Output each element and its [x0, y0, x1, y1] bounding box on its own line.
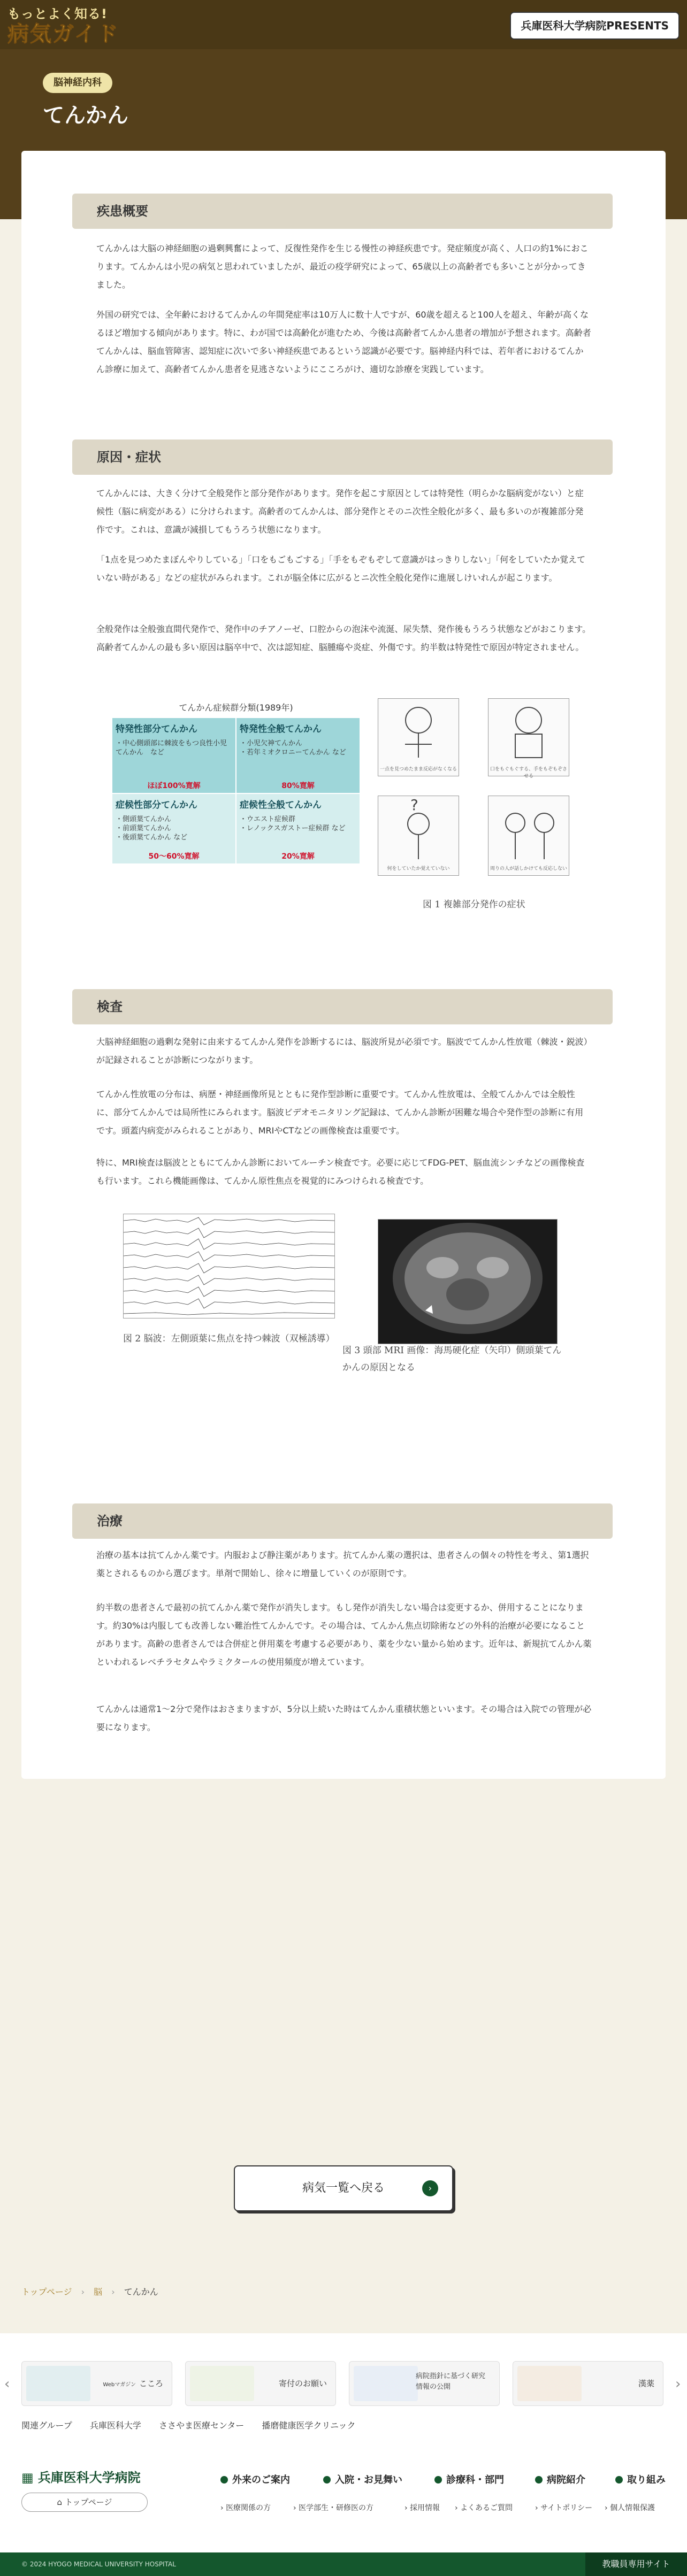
- cell-body: ・小児欠神てんかん ・若年ミオクロニーてんかん など: [240, 739, 346, 757]
- paragraph: 全般発作は全般強直間代発作で、発作中のチアノーゼ、口腔からの泡沫や流涎、尿失禁、発作後もうろう状態などがおこります。高齢者てんかんの最も多い原因は脳卒中で、次は認知症、脳腫瘍や炎症、外傷です。約半数は特発性で原因が特定されません。: [96, 624, 591, 652]
- table-cell: [112, 718, 235, 793]
- related-heading: 関連グループ: [21, 2420, 72, 2431]
- footer-sublink[interactable]: › 採用情報: [404, 2504, 440, 2512]
- footer-nav-label: 病院紹介: [547, 2474, 585, 2486]
- seizure-illustration: [488, 796, 569, 876]
- breadcrumb-separator: ›: [81, 2287, 85, 2297]
- breadcrumb: [21, 2285, 165, 2297]
- site-logo[interactable]: [7, 3, 136, 46]
- footer-nav-outpatient[interactable]: [220, 2472, 290, 2486]
- breadcrumb-item[interactable]: 脳: [94, 2287, 103, 2297]
- footer-nav-label: 外来のご案内: [232, 2474, 290, 2486]
- footer-sublink[interactable]: › 医学部生・研修医の方: [293, 2504, 374, 2512]
- paragraph: 特に、MRI検査は脳波とともにてんかん診断においてルーチン検査です。必要に応じてFDG-PET、脳血流シンチなどの画像検査も行います。これら機能画像は、てんかん原性焦点を視覚的にみつけられる検査です。: [96, 1158, 585, 1186]
- banner-image: [354, 2366, 418, 2401]
- bullet-icon: [323, 2476, 331, 2484]
- banner-link[interactable]: [21, 2361, 172, 2406]
- cell-rate: 50〜60%寛解: [148, 852, 200, 861]
- footer-sublink[interactable]: › 個人情報保護: [605, 2504, 655, 2512]
- paragraph: 大脳神経細胞の過剰な発射に由来するてんかん発作を診断するには、脳波所見が必須です。脳波でてんかん性放電（棘波・鋭波）が記録されることが診断につながります。: [96, 1037, 588, 1065]
- related-link[interactable]: 播磨健康医学クリニック: [262, 2420, 356, 2431]
- banner-link[interactable]: [513, 2361, 663, 2406]
- paragraph: 「1点を見つめたまぼんやりしている」「口をもごもごする」「手をもぞもぞして意識がはっきりしない」「何をしていたか覚えていない時がある」などの症状がみられます。これが脳全体に広がるとニ次性全般化発作に進展しけいれんが起こります。: [96, 554, 586, 583]
- paragraph: てんかんには、大きく分けて全般発作と部分発作があります。発作を起こす原因としては特発性（明らかな脳病変がない）と症候性（脳に病変がある）に分けられます。高齢者のてんかんは、部分発作とそのニ次性全般化が多く、最も多いのが複雑部分発作です。これは、意識が減損してもうろう状態になります。: [96, 488, 584, 535]
- cell-body: ・中心側頭部に棘波をもつ良性小児てんかん など: [116, 739, 227, 757]
- back-to-list-button[interactable]: [234, 2165, 453, 2211]
- section-heading-treatment: 治療: [72, 1503, 613, 1539]
- banner-text: こころ: [139, 2379, 163, 2388]
- chevron-left-icon[interactable]: ‹: [4, 2376, 10, 2392]
- chevron-right-icon[interactable]: ›: [675, 2376, 681, 2392]
- paragraph: 治療の基本は抗てんかん薬です。内服および静注薬があります。抗てんかん薬の選択は、患者さんの個々の特性を考え、第1選択薬とされるものから選びます。単剤で開始し、徐々に増量していくのが原則です。: [96, 1550, 589, 1578]
- banner-label: 病院指針に基づく研究情報の公開: [416, 2372, 486, 2391]
- table-cell: [236, 794, 360, 863]
- seizure-illustration: [378, 698, 459, 776]
- page-title: てんかん: [43, 103, 128, 128]
- top-page-label: トップページ: [64, 2497, 112, 2507]
- footer-nav-label: 診療科・部門: [446, 2474, 504, 2486]
- banner-link[interactable]: [349, 2361, 500, 2406]
- footer-sublink[interactable]: › サイトポリシー: [535, 2504, 593, 2512]
- cell-rate: ほぼ100%寛解: [147, 782, 201, 790]
- related-link[interactable]: 兵庫医科大学: [89, 2420, 141, 2431]
- banner-label: 寄付のお願い: [278, 2379, 327, 2388]
- footer-sublink[interactable]: › 医療関係の方: [220, 2504, 271, 2512]
- table-cell: [236, 718, 360, 793]
- figure-caption: 図 3 頭部 MRI 画像：海馬硬化症（矢印）側頭葉てんかんの原因となる: [342, 1345, 562, 1373]
- cell-heading: 症候性部分てんかん: [116, 800, 197, 811]
- footer-nav-initiatives[interactable]: [615, 2472, 666, 2486]
- section-heading-causes: 原因・症状: [72, 439, 613, 475]
- banner-prefix: Webマガジン: [103, 2382, 136, 2388]
- cell-heading: 特発性部分てんかん: [116, 724, 197, 735]
- hospital-mark-icon: ▦: [21, 2470, 34, 2485]
- table-caption: てんかん症候群分類(1989年): [179, 703, 293, 713]
- svg-text:?: ?: [410, 796, 418, 814]
- footer-sublink[interactable]: › よくあるご質問: [455, 2504, 513, 2512]
- cell-body: ・ウエスト症候群 ・レノックスガストー症候群 など: [240, 815, 346, 832]
- bullet-icon: [434, 2476, 442, 2484]
- mri-figure: [378, 1219, 558, 1344]
- cell-rate: 80%寛解: [281, 782, 315, 790]
- bullet-icon: [615, 2476, 623, 2484]
- section-heading-exam: 検査: [72, 989, 613, 1024]
- paragraph: てんかん性放電の分布は、病歴・神経画像所見とともに発作型診断に重要です。てんかん性放電は、全般てんかんでは全般性に、部分てんかんでは局所性にみられます。脳波ビデオモニタリング記録は、てんかん診断が困難な場合や発作型の診断に有用です。頭蓋内病変がみられることがあり、MRIやCTなどの画像検査は重要です。: [96, 1089, 584, 1136]
- bullet-icon: [535, 2476, 543, 2484]
- footer-sublink-label: よくあるご質問: [460, 2504, 513, 2512]
- footer-sublink-label: 採用情報: [410, 2504, 440, 2512]
- cell-heading: 症候性全般てんかん: [240, 800, 322, 811]
- epilepsy-classification-table: [112, 701, 360, 865]
- footer-logo[interactable]: [21, 2467, 141, 2486]
- top-bar: [0, 0, 687, 49]
- banner-image: [190, 2366, 254, 2401]
- hospital-name: 兵庫医科大学病院: [37, 2470, 141, 2485]
- illustration-label: 口をもぐもぐする、手をもぞもぞさせる: [490, 767, 567, 779]
- footer-nav-departments[interactable]: [434, 2472, 504, 2486]
- back-button-label: 病気一覧へ戻る: [302, 2181, 385, 2195]
- eeg-figure: [123, 1214, 335, 1318]
- related-link[interactable]: ささやま医療センター: [158, 2420, 245, 2431]
- paragraph: 外国の研究では、全年齢におけるてんかんの年間発症率は10万人に数十人ですが、60歳を超えると100人を超え、年齢が高くなるほど増加する傾向があります。特に、わが国では高齢化が進むため、今後は高齢者てんかん患者の増加が予想されます。高齢者てんかんは、脳血管障害、認知症に次いで多い神経疾患であるという認識が必要です。脳神経内科では、若年者におけるてんかん診療に加えて、高齢者てんかん患者を見逃さないようにこころがけ、適切な診療を実践しています。: [96, 310, 591, 374]
- arrow-right-icon: ›: [422, 2180, 438, 2196]
- breadcrumb-current: てんかん: [124, 2287, 158, 2297]
- staff-site-button[interactable]: 教職員専用サイト: [585, 2552, 687, 2576]
- figure-caption: 図 1 複雑部分発作の症状: [423, 899, 525, 910]
- seizure-illustration: [488, 698, 569, 779]
- logo-tagline: もっとよく知る!: [7, 6, 108, 21]
- footer-sublink-label: サイトポリシー: [540, 2504, 593, 2512]
- banner-label: [103, 2378, 163, 2389]
- footer-nav-label: 入院・お見舞い: [335, 2474, 402, 2486]
- footer-sublink-label: 個人情報保護: [610, 2504, 655, 2512]
- presents-button[interactable]: 兵庫医科大学病院PRESENTS: [510, 12, 680, 40]
- paragraph: てんかんは通常1〜2分で発作はおさまりますが、5分以上続いた時はてんかん重積状態といいます。その場合は入院での管理が必要になります。: [96, 1704, 592, 1732]
- cell-heading: 特発性全般てんかん: [240, 724, 322, 735]
- department-badge[interactable]: 脳神経内科: [43, 73, 112, 93]
- banner-label: 漢薬: [638, 2379, 654, 2388]
- cell-rate: 20%寛解: [281, 852, 315, 861]
- banner-image: [517, 2366, 582, 2401]
- illustration-label: 周りの人が話しかけても反応しない: [490, 866, 567, 871]
- paragraph: てんかんは大脳の神経細胞の過剰興奮によって、反復性発作を生じる慢性の神経疾患です。発症頻度が高く、人口の約1%におこります。てんかんは小児の病気と思われていましたが、最近の疫学研究によって、65歳以上の高齢者でも多いことが分かってきました。: [96, 243, 589, 290]
- footer-nav-label: 取り組み: [627, 2474, 666, 2486]
- bullet-icon: [220, 2476, 228, 2484]
- banner-image: [26, 2366, 90, 2401]
- home-icon: ⌂: [57, 2497, 65, 2507]
- footer-top-page-button[interactable]: [21, 2493, 148, 2512]
- footer-sublink-label: 医療関係の方: [226, 2504, 271, 2512]
- footer-nav-inpatient[interactable]: [323, 2472, 402, 2486]
- paragraph: 約半数の患者さんで最初の抗てんかん薬で発作が消失します。もし発作が消失しない場合は変更するか、併用することになります。約30%は内服しても改善しない難治性てんかんです。その場合は、てんかん焦点切除術などの外科的治療が必要になることがあります。高齢の患者さんでは合併症と併用薬を考慮する必要があり、薬を少ない量から始めます。近年は、新規抗てんかん薬といわれるレベチラセタムやラミクタールの使用頻度が増えています。: [96, 1602, 592, 1667]
- seizure-illustration: [378, 796, 459, 876]
- figure-caption: 図 2 脳波：左側頭葉に焦点を持つ棘波（双極誘導）: [123, 1333, 335, 1344]
- breadcrumb-separator: ›: [111, 2287, 115, 2297]
- related-links: [21, 2419, 370, 2431]
- table-cell: [112, 794, 235, 863]
- section-heading-overview: 疾患概要: [72, 194, 613, 229]
- illustration-label: 一点を見つめたまま反応がなくなる: [379, 767, 457, 772]
- cell-body: ・側頭葉てんかん ・前頭葉てんかん ・後頭葉てんかん など: [116, 815, 188, 842]
- logo-main: 病気ガイド: [7, 22, 119, 47]
- copyright-bar: © 2024 HYOGO MEDICAL UNIVERSITY HOSPITAL: [0, 2552, 687, 2576]
- breadcrumb-item[interactable]: トップページ: [21, 2287, 72, 2297]
- illustration-label: 何をしていたか覚えていない: [387, 866, 450, 871]
- footer-sublink-label: 医学部生・研修医の方: [299, 2504, 374, 2512]
- footer-nav-about[interactable]: [535, 2472, 585, 2486]
- banner-link[interactable]: [185, 2361, 336, 2406]
